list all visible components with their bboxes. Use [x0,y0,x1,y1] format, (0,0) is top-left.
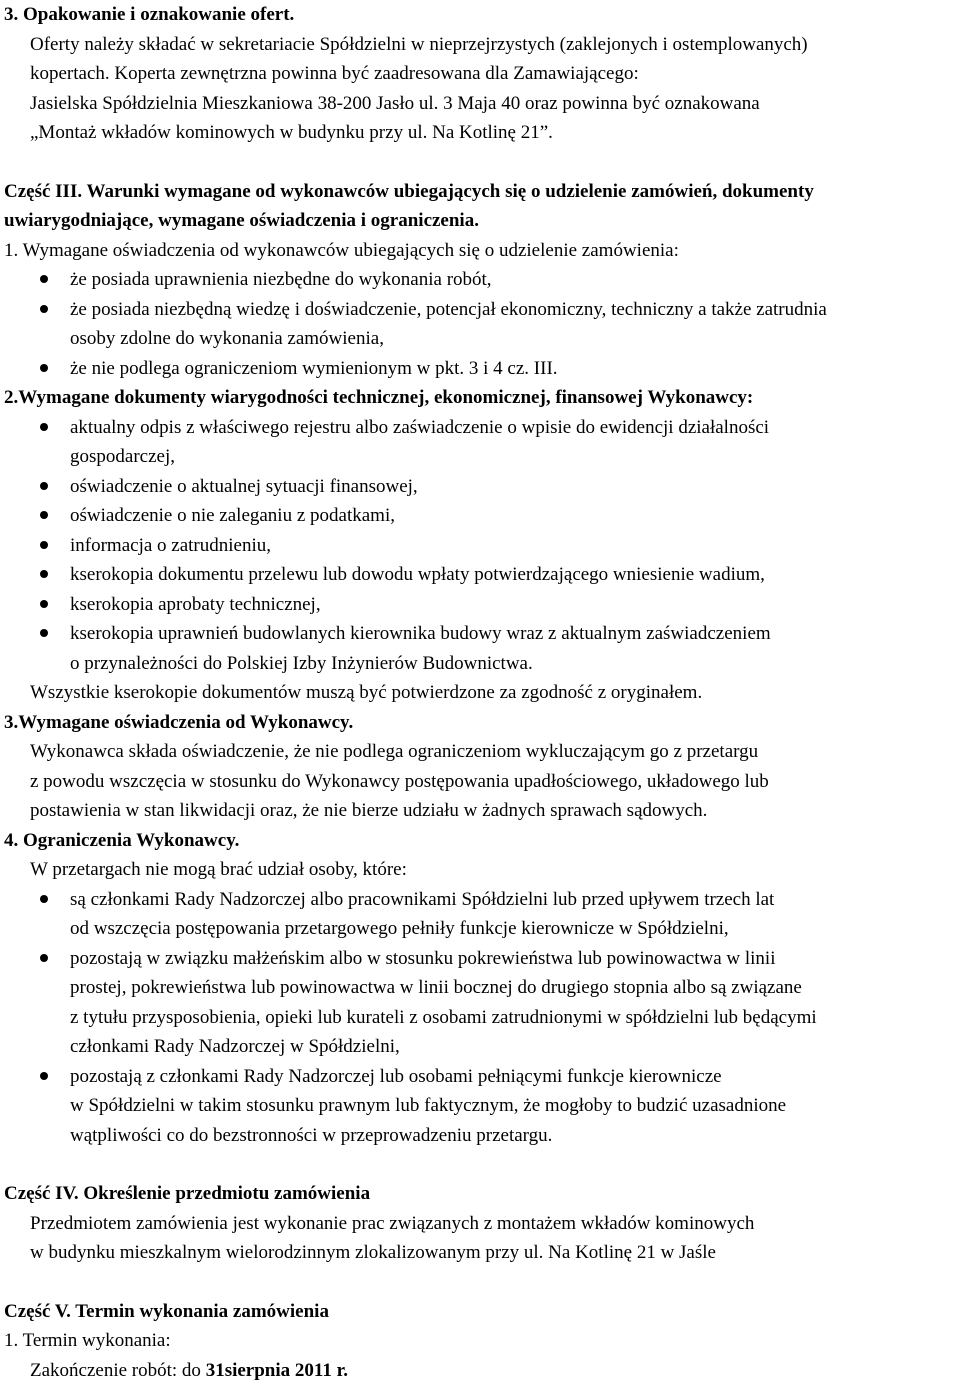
bullet-icon [40,482,48,490]
section-3-line-4: „Montaż wkładów kominowych w budynku przy ul. Na Kotlinę 21”. [30,122,553,143]
sub-3-line: Wykonawca składa oświadczenie, że nie podlega ograniczeniom wykluczającym go z przetargu [30,741,759,762]
list-item-text: z tytułu przysposobienia, opieki lub kurateli z osobami zatrudnionymi w spółdzielni lub będącymi [70,1006,817,1028]
bullet-icon [40,629,48,637]
list-item [4,472,960,502]
part-3-title [4,177,960,207]
part-5-title-text: Termin wykonania zamówienia [70,1300,329,1322]
list-item [4,619,960,678]
bullet-icon [40,305,48,313]
part-3-title-text: Warunki wymagane od wykonawców ubiegających się o udzielenie zamówień, dokumenty [82,180,814,202]
bullet-icon [40,423,48,431]
section-3-line-2: kopertach. Koperta zewnętrzna powinna być zaadresowana dla Zamawiającego: [30,63,639,84]
list-item-text: pozostają w związku małżeńskim albo w stosunku pokrewieństwa lub powinowactwa w linii [70,947,776,969]
sub-2-heading: 2.Wymagane dokumenty wiarygodności technicznej, ekonomicznej, finansowej Wykonawcy: [4,387,754,408]
list-item [4,560,960,590]
section-3-heading: 3. Opakowanie i oznakowanie ofert. [4,4,295,25]
part-4-title [4,1179,960,1209]
list-item-text: kserokopia dokumentu przelewu lub dowodu wpłaty potwierdzającego wniesienie wadium, [70,564,765,585]
list-item-text: członkami Rady Nadzorczej w Spółdzielni, [70,1036,400,1057]
list-item [4,295,960,354]
list-item [4,590,960,620]
list-item-text: kserokopia uprawnień budowlanych kierownika budowy wraz z aktualnym zaświadczeniem [70,623,771,644]
list-item-text: prostej, pokrewieństwa lub powinowactwa w linii bocznej do drugiego stopnia albo są związane [70,977,802,998]
part-4-line: w budynku mieszkalnym wielorodzinnym zlokalizowanym przy ul. Na Kotlinę 21 w Jaśle [30,1242,716,1263]
list-item [4,944,960,1062]
bullet-icon [40,541,48,549]
list-item-text: są członkami Rady Nadzorczej albo pracownikami Spółdzielni lub przed upływem trzech lat [70,888,775,910]
list-item-text: aktualny odpis z właściwego rejestru albo zaświadczenie o wpisie do ewidencji działalności [70,416,770,438]
sub-3-line: postawienia w stan likwidacji oraz, że nie bierze udziału w żadnych sprawach sądowych. [30,800,708,821]
bullet-icon [40,364,48,372]
part-4-title-text: Określenie przedmiotu zamówienia [78,1183,371,1204]
list-item-text: w Spółdzielni w takim stosunku prawnym lub faktycznym, że mogłoby to budzić uzasadnione [70,1095,787,1116]
list-item-text: informacja o zatrudnieniu, [70,534,272,556]
list-item-text: od wszczęcia postępowania przetargowego pełniły funkcje kierownicze w Spółdzielni, [70,918,729,939]
list-item [4,501,960,531]
end-date-value: 31sierpnia 2011 r. [205,1359,349,1381]
part-5-title [4,1297,960,1327]
end-date-label: Zakończenie robót: do [30,1359,206,1381]
list-item-text: że posiada uprawnienia niezbędne do wykonania robót, [70,269,492,290]
list-item-text: o przynależności do Polskiej Izby Inżynierów Budownictwa. [70,652,533,674]
list-item [4,354,960,384]
part-5-prefix: Część V. [4,1300,71,1322]
sub-1-heading: 1. Wymagane oświadczenia od wykonawców ubiegających się o udzielenie zamówienia: [4,239,679,261]
list-item [4,265,960,295]
sub-3-line: z powodu wszczęcia w stosunku do Wykonawcy postępowania upadłościowego, układowego lub [30,770,769,792]
list-item-text: gospodarczej, [70,446,175,467]
spacer [4,1150,960,1179]
part-3-title-line-2: uwiarygodniające, wymagane oświadczenia i ograniczenia. [4,210,479,231]
bullet-icon [40,895,48,903]
list-item-text: pozostają z członkami Rady Nadzorczej lub osobami pełniącymi funkcje kierownicze [70,1065,722,1087]
sub-2-note: Wszystkie kserokopie dokumentów muszą być potwierdzone za zgodność z oryginałem. [30,682,703,703]
list-item-text: oświadczenie o aktualnej sytuacji finansowej, [70,475,418,497]
list-item [4,531,960,561]
list-item-text: że nie podlega ograniczeniom wymienionym w pkt. 3 i 4 cz. III. [70,357,558,379]
list-item-text: osoby zdolne do wykonania zamówienia, [70,328,384,349]
part-4-line: Przedmiotem zamówienia jest wykonanie prac związanych z montażem wkładów kominowych [30,1212,755,1234]
bullet-icon [40,600,48,608]
list-item-text: oświadczenie o nie zaleganiu z podatkami, [70,505,395,526]
list-item-text: że posiada niezbędną wiedzę i doświadczenie, potencjał ekonomiczny, techniczny a także zatrudnia [70,298,827,320]
list-item [4,885,960,944]
bullet-icon [40,1072,48,1080]
part-5-item-1: 1. Termin wykonania: [4,1330,171,1351]
sub-4-intro: W przetargach nie mogą brać udział osoby, które: [30,859,407,880]
spacer [4,1268,960,1297]
part-4-prefix: Część IV. [4,1183,79,1204]
section-3-line-3: Jasielska Spółdzielnia Mieszkaniowa 38-200 Jasło ul. 3 Maja 40 oraz powinna być oznakowana [30,92,760,114]
part-5-end-date-line [30,1356,960,1386]
list-item-text: wątpliwości co do bezstronności w przeprowadzeniu przetargu. [70,1124,553,1146]
bullet-icon [40,511,48,519]
bullet-icon [40,954,48,962]
section-3-line-1: Oferty należy składać w sekretariacie Spółdzielni w nieprzejrzystych (zaklejonych i ostemplowanych) [30,33,808,55]
spacer [4,148,960,177]
part-3-prefix: Część III. [4,180,83,202]
list-item [4,413,960,472]
sub-4-heading: 4. Ograniczenia Wykonawcy. [4,829,240,851]
list-item [4,1062,960,1151]
bullet-icon [40,275,48,283]
bullet-icon [40,570,48,578]
sub-3-heading: 3.Wymagane oświadczenia od Wykonawcy. [4,711,354,733]
list-item-text: kserokopia aprobaty technicznej, [70,593,321,615]
